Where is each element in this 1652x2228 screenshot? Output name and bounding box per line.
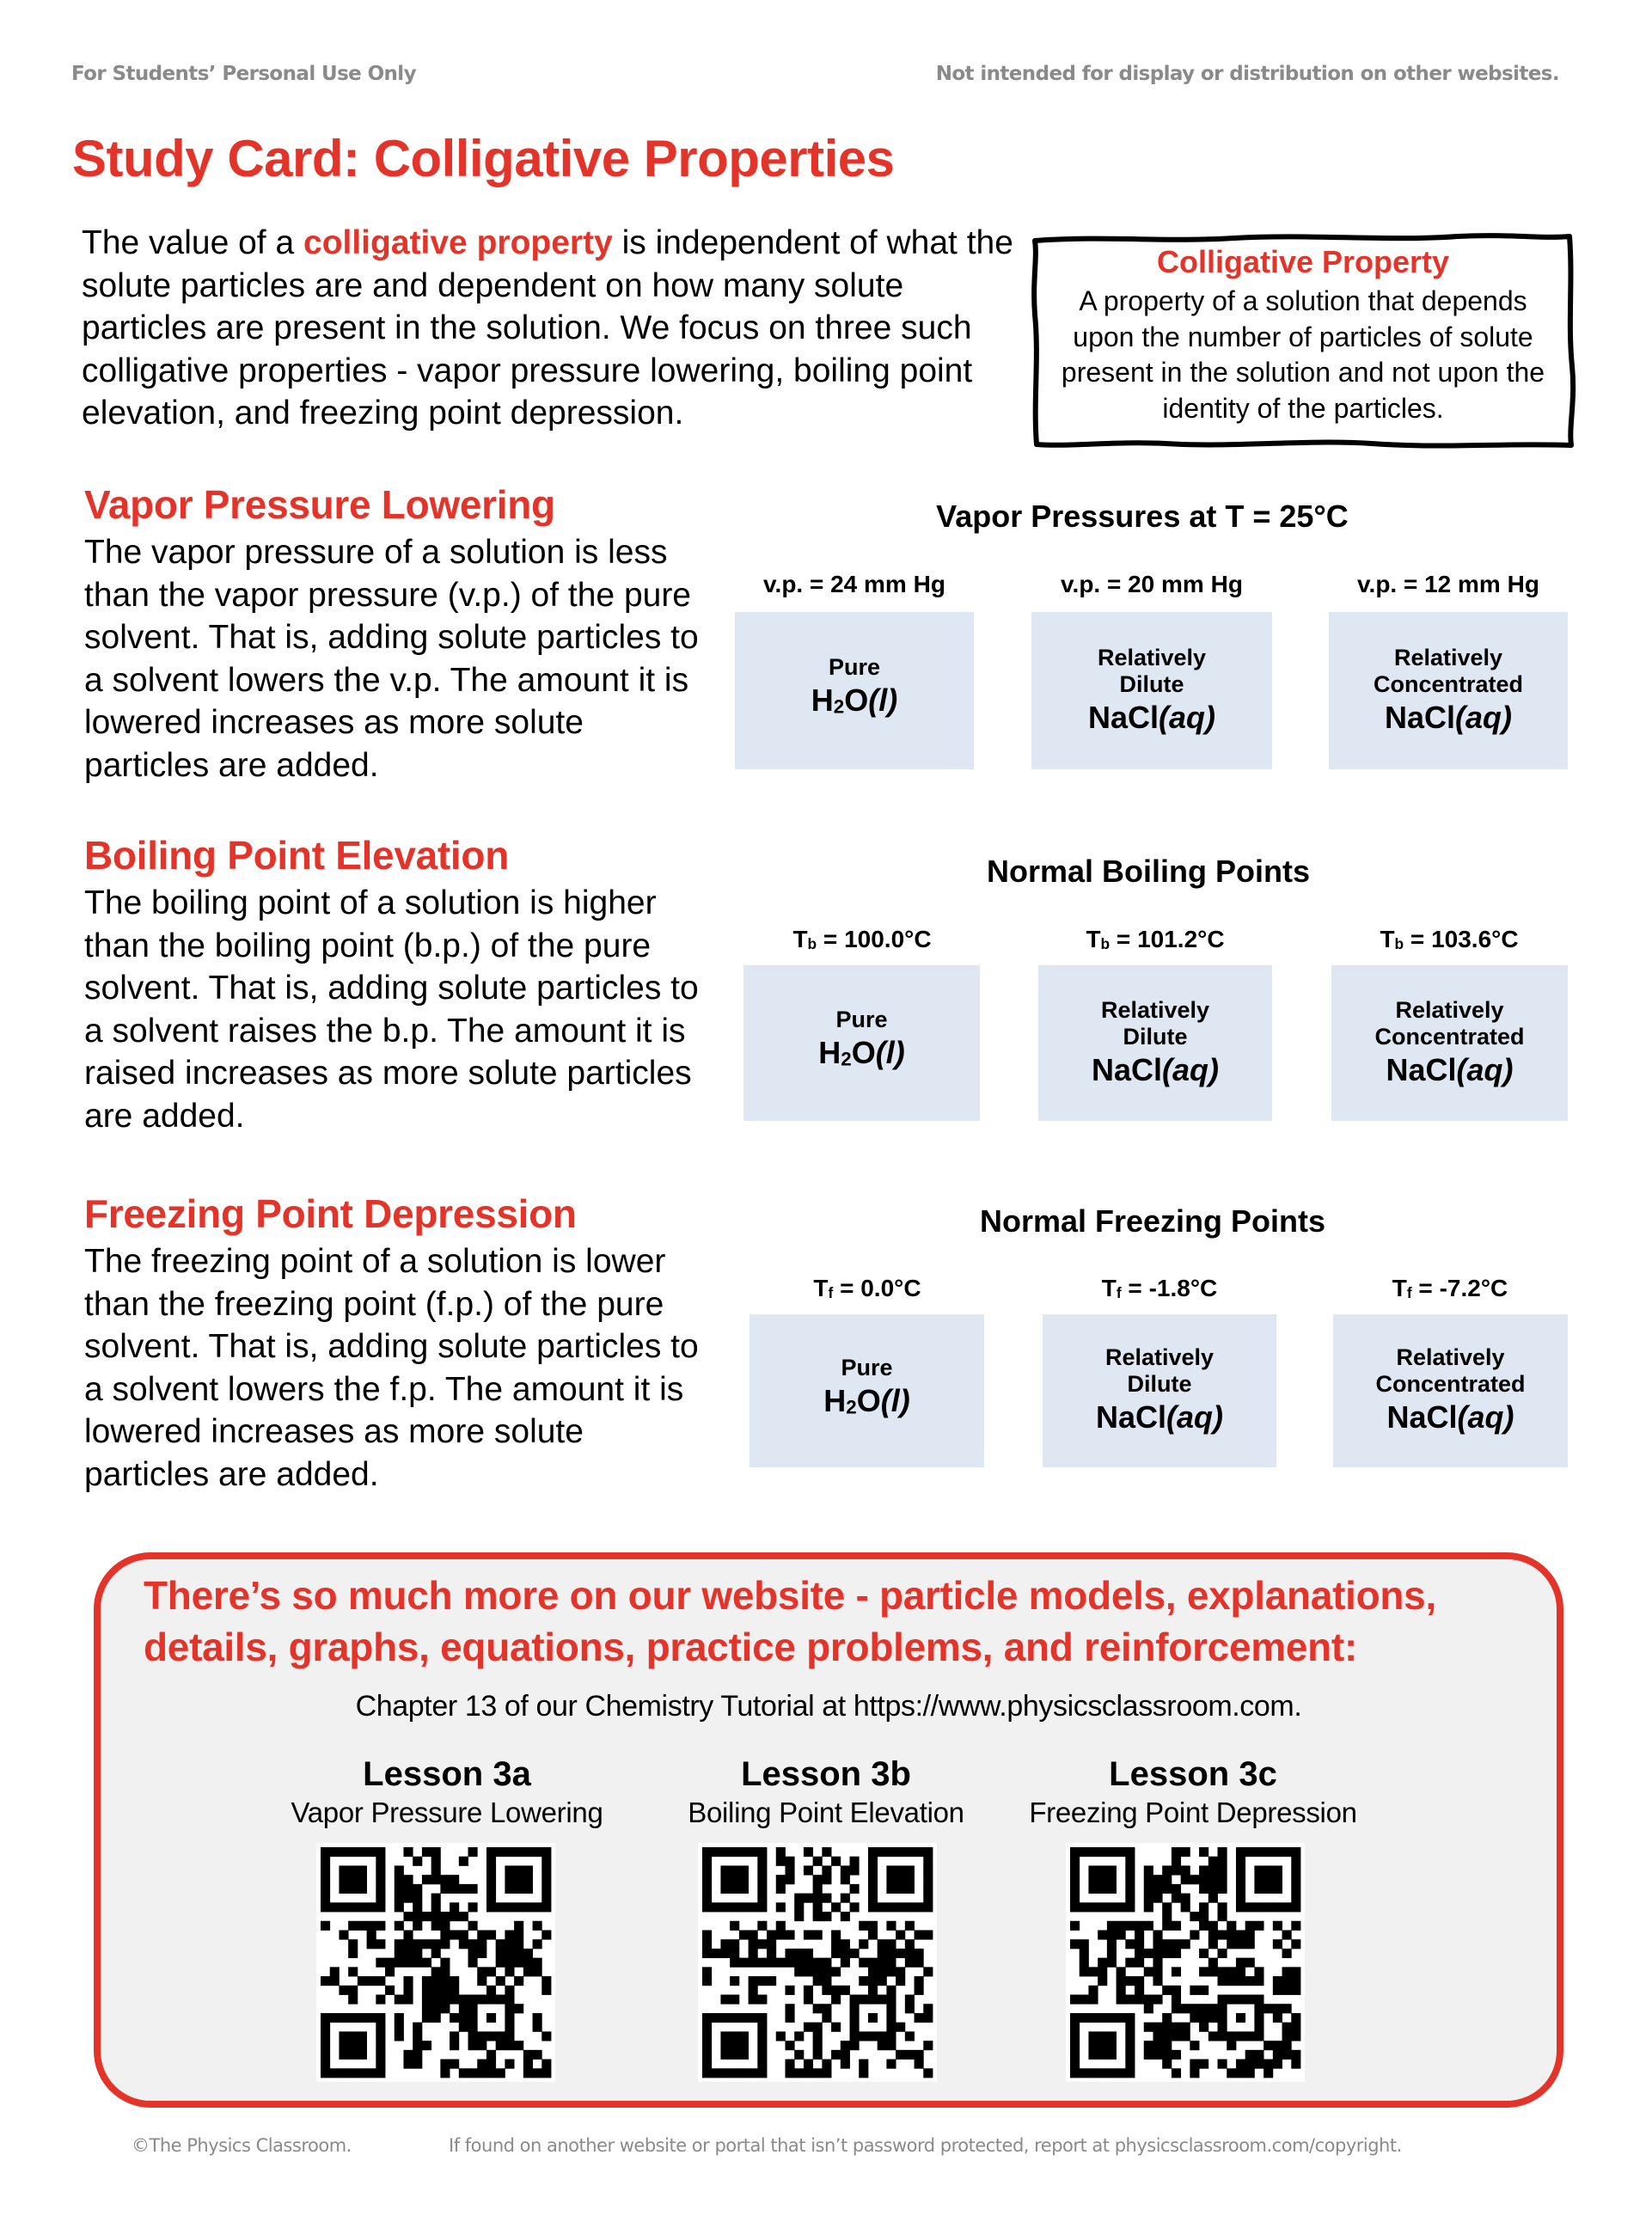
formula-state: (l)	[880, 1382, 910, 1418]
box-desc: Dilute	[1127, 1371, 1192, 1397]
label-text: T	[792, 926, 808, 952]
intro-text-start: The value of a	[82, 224, 303, 261]
box-desc: Pure	[835, 1007, 888, 1033]
formula-element: O	[856, 1382, 881, 1418]
lesson-3b[interactable]	[637, 1754, 1015, 1831]
formula-subscript: 2	[833, 695, 845, 718]
lesson-title: Lesson 3c	[1109, 1755, 1277, 1793]
bp-box-concentrated-nacl	[1331, 965, 1568, 1121]
formula-element: NaCl	[1386, 1051, 1457, 1087]
lesson-title: Lesson 3a	[363, 1755, 531, 1793]
formula-state: (aq)	[1159, 699, 1216, 735]
label-value: = 101.2°C	[1110, 926, 1225, 952]
intro-text-end: is independent of what the solute particles are and dependent on how many solute particles are present in the solution. We focus on three such colligative properties - vapor pressure lowering, boiling point elevation, and freezing point depression.	[82, 224, 1013, 432]
vp-label-pure	[725, 571, 983, 598]
freezing-point-body: The freezing point of a solution is lower than the freezing point (f.p.) of the pure solvent. That is, adding solute particles to a solvent lowers the f.p. The amount it is lowered increases as more solute particles are added.	[84, 1243, 699, 1493]
qr-code-lesson-3c[interactable]	[1066, 1843, 1305, 2082]
intro-highlight-term: colligative property	[303, 224, 613, 261]
box-desc: Relatively	[1396, 1344, 1505, 1370]
vp-label-concentrated	[1319, 571, 1577, 598]
definition-text: A property of a solution that depends upon the number of particles of solute present in the solution and not upon the identity of the particles.	[1061, 285, 1545, 424]
box-formula	[1386, 1050, 1513, 1090]
fp-box-dilute-nacl	[1043, 1314, 1276, 1467]
box-formula	[811, 681, 897, 727]
label-text: T	[1392, 1275, 1407, 1301]
label-value: = 103.6°C	[1404, 926, 1519, 952]
qr-code-lesson-3b[interactable]	[698, 1843, 937, 2082]
box-desc: Pure	[828, 654, 881, 681]
definition-term: Colligative Property	[1156, 244, 1450, 279]
definition-box	[1028, 229, 1578, 454]
copyright-report-notice: If found on another website or portal that isn’t password protected, report at physicsclassroom.com/copyright.	[449, 2135, 1402, 2156]
vp-box-concentrated-nacl	[1329, 612, 1568, 769]
formula-element: NaCl	[1087, 699, 1159, 735]
label-text: T	[1380, 926, 1395, 952]
formula-state: (aq)	[1457, 1399, 1514, 1435]
page-title: Study Card: Colligative Properties	[72, 130, 895, 187]
box-desc: Pure	[841, 1354, 893, 1380]
box-formula	[1096, 1398, 1223, 1437]
label-subscript: f	[828, 1284, 834, 1302]
qr-pattern	[698, 1843, 937, 2082]
qr-pattern	[316, 1843, 555, 2082]
label-subscript: f	[1116, 1284, 1122, 1302]
bp-label-pure	[733, 926, 991, 953]
fp-box-pure-water	[750, 1314, 984, 1467]
qr-code-lesson-3a[interactable]	[316, 1843, 555, 2082]
formula-element: O	[844, 682, 869, 719]
label-text: T	[1086, 926, 1101, 952]
formula-state: (l)	[875, 1035, 905, 1071]
box-desc: Concentrated	[1373, 670, 1524, 697]
formula-state: (aq)	[1456, 1051, 1514, 1087]
label-subscript: b	[807, 935, 817, 953]
lesson-subtitle: Boiling Point Elevation	[688, 1796, 964, 1828]
boiling-point-panel-title: Normal Boiling Points	[986, 854, 1310, 889]
formula-subscript: 2	[841, 1048, 852, 1070]
formula-element: H	[823, 1382, 847, 1418]
vapor-pressure-heading: Vapor Pressure Lowering	[84, 482, 555, 527]
formula-state: (aq)	[1162, 1051, 1220, 1087]
vp-box-pure-water	[735, 612, 974, 769]
box-formula	[1385, 698, 1512, 738]
label-value: = -7.2°C	[1411, 1275, 1508, 1301]
formula-element: NaCl	[1386, 1399, 1458, 1435]
personal-use-notice: For Students’ Personal Use Only	[71, 63, 416, 85]
bp-box-pure-water	[743, 965, 980, 1121]
formula-element: O	[851, 1035, 876, 1071]
bp-label-concentrated	[1320, 926, 1578, 953]
chapter-link-text[interactable]: Chapter 13 of our Chemistry Tutorial at https://www.physicsclassroom.com.	[355, 1690, 1302, 1723]
lesson-subtitle: Vapor Pressure Lowering	[291, 1796, 603, 1828]
label-text: T	[1101, 1275, 1117, 1301]
promo-heading-line-2: details, graphs, equations, practice problems, and reinforcement:	[144, 1625, 1357, 1669]
boiling-point-heading: Boiling Point Elevation	[84, 833, 510, 878]
label-subscript: b	[1394, 935, 1404, 953]
box-desc: Relatively	[1395, 996, 1504, 1023]
label-text: v.p. = 12 mm Hg	[1357, 571, 1539, 597]
box-desc: Relatively	[1097, 644, 1207, 670]
label-subscript: b	[1100, 935, 1111, 953]
freezing-point-panel-title: Normal Freezing Points	[979, 1203, 1326, 1239]
box-desc: Concentrated	[1375, 1371, 1526, 1397]
boiling-point-body: The boiling point of a solution is higher than the boiling point (b.p.) of the pure solvent. That is, adding solute particles to a solvent raises the b.p. The amount it is raised increases as more solute particles are added.	[84, 884, 699, 1135]
box-desc: Relatively	[1393, 644, 1503, 670]
bp-label-dilute	[1026, 926, 1284, 953]
fp-label-dilute	[1031, 1275, 1288, 1302]
freezing-point-heading: Freezing Point Depression	[84, 1191, 577, 1236]
formula-element: NaCl	[1384, 699, 1456, 735]
formula-state: (aq)	[1455, 699, 1513, 735]
formula-element: NaCl	[1095, 1399, 1167, 1435]
fp-label-pure	[738, 1275, 996, 1302]
fp-box-concentrated-nacl	[1333, 1314, 1568, 1467]
formula-element: NaCl	[1091, 1051, 1163, 1087]
promo-heading-line-1: There’s so much more on our website - particle models, explanations,	[144, 1573, 1436, 1618]
box-desc: Relatively	[1100, 996, 1210, 1023]
box-formula	[1386, 1398, 1514, 1437]
label-value: = -1.8°C	[1121, 1275, 1218, 1301]
box-formula	[818, 1033, 904, 1080]
vapor-pressure-body: The vapor pressure of a solution is less than the vapor pressure (v.p.) of the pure solvent. That is, adding solute particles to a solvent lowers the v.p. The amount it is lowered increases as more solute particles are added.	[84, 534, 699, 784]
formula-element: H	[818, 1035, 841, 1071]
box-desc: Relatively	[1104, 1344, 1215, 1370]
formula-state: (aq)	[1166, 1399, 1224, 1435]
lesson-subtitle: Freezing Point Depression	[1029, 1796, 1357, 1828]
box-desc: Dilute	[1123, 1023, 1188, 1050]
formula-state: (l)	[868, 682, 898, 719]
intro-paragraph	[82, 222, 1036, 435]
fp-label-concentrated	[1321, 1275, 1579, 1302]
lesson-3a[interactable]	[258, 1754, 636, 1831]
formula-element: H	[811, 682, 834, 719]
box-desc: Dilute	[1119, 670, 1184, 697]
bp-box-dilute-nacl	[1038, 965, 1272, 1121]
vp-box-dilute-nacl	[1031, 612, 1272, 769]
promo-heading	[144, 1570, 1553, 1673]
label-value: = 100.0°C	[817, 926, 932, 952]
label-text: v.p. = 20 mm Hg	[1061, 571, 1243, 597]
distribution-notice: Not intended for display or distribution on other websites.	[935, 63, 1559, 85]
box-formula	[1092, 1050, 1219, 1090]
qr-pattern	[1066, 1843, 1305, 2082]
box-formula	[1088, 698, 1215, 738]
lesson-title: Lesson 3b	[741, 1755, 911, 1793]
label-subscript: f	[1406, 1284, 1412, 1302]
box-formula	[823, 1381, 909, 1428]
website-promo-box	[94, 1552, 1563, 2108]
label-text: v.p. = 24 mm Hg	[763, 571, 945, 597]
lesson-3c[interactable]	[1004, 1754, 1382, 1831]
label-value: = 0.0°C	[833, 1275, 921, 1301]
label-text: T	[813, 1275, 829, 1301]
formula-subscript: 2	[846, 1396, 857, 1418]
box-desc: Concentrated	[1374, 1023, 1525, 1050]
vp-label-dilute	[1023, 571, 1281, 598]
vapor-pressure-panel-title: Vapor Pressures at T = 25°C	[936, 499, 1349, 534]
copyright-notice: ©The Physics Classroom.	[132, 2135, 352, 2156]
